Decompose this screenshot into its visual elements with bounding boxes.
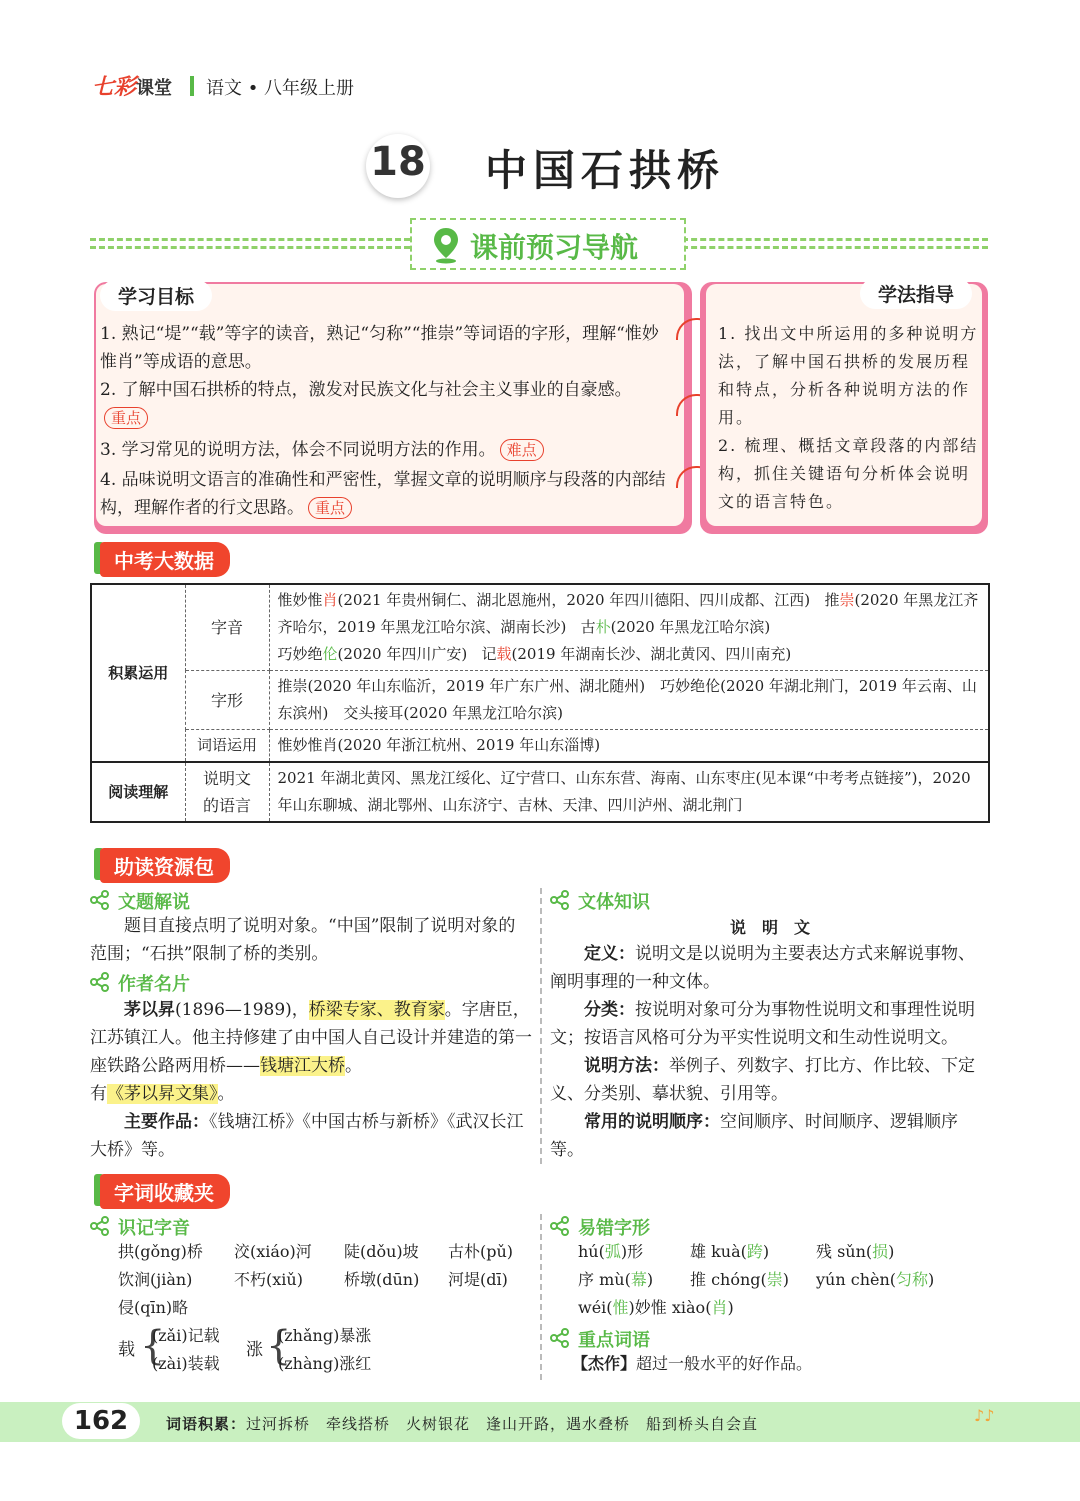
share-node-icon [550, 1328, 570, 1348]
title-explain-text: 题目直接点明了说明对象。“中国”限制了说明对象的范围；“石拱”限制了桥的类别。 [90, 916, 516, 964]
err-item: hú(弧)形 [578, 1242, 644, 1261]
error-prone-heading: 易错字形 [578, 1218, 650, 1239]
table-row [91, 762, 989, 822]
column-divider [540, 888, 542, 1164]
content-cell: 惟妙惟肖(2021 年贵州铜仁、湖北恩施州，2020 年四川德阳、四川成都、江西) 推崇(2020 年黑龙江齐齐哈尔，2019 年黑龙江哈尔滨、湖南长沙) 古朴(2020 年黑龙江哈尔滨) 巧妙绝伦(2020 年四川广安) 记载(2019 年湖南长沙、湖北黄冈、四川南充) [269, 584, 989, 671]
subject-label: 语文 • 八年级上册 [206, 78, 355, 99]
method-item-1: 1. 找出文中所运用的多种说明方法，了解中国石拱桥的发展历程和特点，分析各种说明方法的作用。 [718, 324, 979, 427]
pron-item: 陡(dǒu)坡 [344, 1242, 419, 1261]
brace-icon: { [266, 1323, 292, 1369]
err-item: yún chèn(匀称) [816, 1270, 935, 1289]
content-cell: 2021 年湖北黄冈、黑龙江绥化、辽宁营口、山东东营、海南、山东枣庄(见本课“中考考点链接”)，2020 年山东聊城、湖北鄂州、山东济宁、吉林、天津、四川泸州、湖北荆门 [269, 762, 989, 822]
table-row [91, 730, 989, 763]
table-row [91, 671, 989, 730]
key-word-entry: 【杰作】超过一般水平的好作品。 [572, 1354, 813, 1373]
lesson-title: 中国石拱桥 [485, 146, 726, 195]
content-cell: 惟妙惟肖(2020 年浙江杭州、2019 年山东淄博) [269, 730, 989, 763]
polyphone-char: 涨 [246, 1340, 263, 1360]
genre-heading: 文体知识 [578, 892, 650, 913]
share-node-icon [90, 1216, 110, 1236]
author-heading: 作者名片 [118, 974, 190, 995]
brand-main: 七彩 [92, 75, 137, 100]
author-bio: 茅以昇(1896—1989)，桥梁专家、教育家。字唐臣，江苏镇江人。他主持修建了由中国人自己设计并建造的第一座铁路公路两用桥——钱塘江大桥。 [90, 1000, 532, 1076]
author-works: 主要作品：《钱塘江桥》《中国古桥与新桥》《武汉长江大桥》等。 [90, 1112, 524, 1160]
vocab-banner: 字词收藏夹 [100, 1174, 230, 1209]
genre-order: 常用的说明顺序：空间顺序、时间顺序、逻辑顺序等。 [550, 1112, 958, 1160]
goal-item-1 [100, 320, 666, 376]
pron-item: 饮涧(jiàn) [118, 1270, 193, 1289]
goal-text-4: 4. 品味说明文语言的准确性和严密性，掌握文章的说明顺序与段落的内部结构，理解作者的行文思路。 [100, 470, 666, 518]
pron-item: 侵(qīn)略 [118, 1298, 189, 1317]
pron-item: 洨(xiáo)河 [234, 1242, 312, 1261]
nav-line-left-2 [90, 246, 410, 249]
share-node-icon [550, 1216, 570, 1236]
nav-line-right [682, 238, 988, 241]
music-note-icon: ♪♪ [974, 1406, 995, 1425]
title-explain-heading: 文题解说 [118, 892, 190, 913]
column-divider [540, 1214, 542, 1380]
nav-line-right-2 [682, 246, 988, 249]
pron-item: 河堤(dī) [448, 1270, 508, 1289]
goal-text-2: 2. 了解中国石拱桥的特点，激发对民族文化与社会主义事业的自豪感。 [100, 380, 632, 400]
goal-item-2 [100, 376, 666, 432]
err-item: 残 sǔn(损) [816, 1242, 895, 1261]
page-number: 162 [62, 1403, 140, 1439]
method-item-2: 2. 梳理、概括文章段落的内部结构，抓住关键语句分析体会说明文的语言特色。 [718, 436, 979, 511]
err-item: 推 chóng(崇) [690, 1270, 790, 1289]
brand-sub: 课堂 [136, 78, 173, 99]
exam-table-wrap [90, 583, 990, 823]
goal-text-1: 1. 熟记“堤”“载”等字的读音，熟记“匀称”“推崇”等词语的字形，理解“惟妙惟肖”等成语的意思。 [100, 324, 659, 372]
err-item: 雄 kuà(跨) [690, 1242, 770, 1261]
exam-banner: 中考大数据 [100, 542, 230, 577]
author-books: 有《茅以昇文集》。 [90, 1084, 235, 1104]
polyphone-char: 载 [118, 1340, 135, 1360]
share-node-icon [90, 890, 110, 910]
goal-item-3 [100, 436, 666, 464]
location-pin-icon [428, 224, 464, 264]
pron-item: 拱(gǒng)桥 [118, 1242, 203, 1261]
pron-item: 不朽(xiǔ) [234, 1270, 303, 1289]
genre-definition: 定义：说明文是以说明为主要表达方式来解说事物、阐明事理的一种文体。 [550, 944, 975, 992]
category-cell: 积累运用 [91, 584, 185, 762]
brand-logo [92, 70, 172, 101]
type-cell: 词语运用 [185, 730, 269, 763]
goal-text-3: 3. 学习常见的说明方法，体会不同说明方法的作用。 [100, 440, 496, 460]
table-row [91, 584, 989, 671]
content-cell: 推崇(2020 年山东临沂，2019 年广东广州、湖北随州) 巧妙绝伦(2020 年湖北荆门，2019 年云南、山东滨州) 交头接耳(2020 年黑龙江哈尔滨) [269, 671, 989, 730]
genre-title: 说 明 文 [729, 918, 810, 937]
polyphone-reading: (zhàng)涨红 [278, 1354, 372, 1373]
share-node-icon [90, 972, 110, 992]
genre-methods: 说明方法：举例子、列数字、打比方、作比较、下定义、分类别、摹状貌、引用等。 [550, 1056, 975, 1104]
methods-label: 学法指导 [860, 278, 972, 309]
resources-banner: 助读资源包 [100, 848, 230, 883]
type-cell: 说明文 的语言 [185, 762, 269, 822]
tag-difficulty: 难点 [500, 439, 544, 461]
key-words-heading: 重点词语 [578, 1330, 650, 1351]
polyphone-reading: (zài)装载 [152, 1354, 220, 1373]
tag-key-point: 重点 [104, 407, 148, 429]
section-nav-title: 课前预习导航 [470, 231, 639, 264]
type-cell: 字音 [185, 584, 269, 671]
type-cell: 字形 [185, 671, 269, 730]
err-item: wéi(惟)妙惟 xiào(肖) [578, 1298, 734, 1317]
category-cell: 阅读理解 [91, 762, 185, 822]
exam-table [90, 583, 990, 823]
genre-classification: 分类：按说明对象可分为事物性说明文和事理性说明文；按语言风格可分为平实性说明文和生动性说明文。 [550, 1000, 975, 1048]
tag-key-point-2: 重点 [308, 497, 352, 519]
footer-words: 词语积累：过河拆桥 牵线搭桥 火树银花 逢山开路，遇水叠桥 船到桥头自会直 [166, 1415, 759, 1433]
share-node-icon [550, 890, 570, 910]
pron-item: 古朴(pǔ) [448, 1242, 514, 1261]
goals-label: 学习目标 [100, 280, 212, 311]
lesson-number: 18 [366, 134, 430, 198]
nav-line-left [90, 238, 410, 241]
header-divider [190, 76, 194, 96]
pronunciation-heading: 识记字音 [118, 1218, 190, 1239]
pron-item: 桥墩(dūn) [344, 1270, 420, 1289]
goal-item-4 [100, 466, 666, 522]
polyphone-reading: (zhǎng)暴涨 [278, 1326, 372, 1345]
brace-icon: { [140, 1323, 166, 1369]
polyphone-reading: (zǎi)记载 [152, 1326, 220, 1345]
err-item: 序 mù(幕) [578, 1270, 654, 1289]
